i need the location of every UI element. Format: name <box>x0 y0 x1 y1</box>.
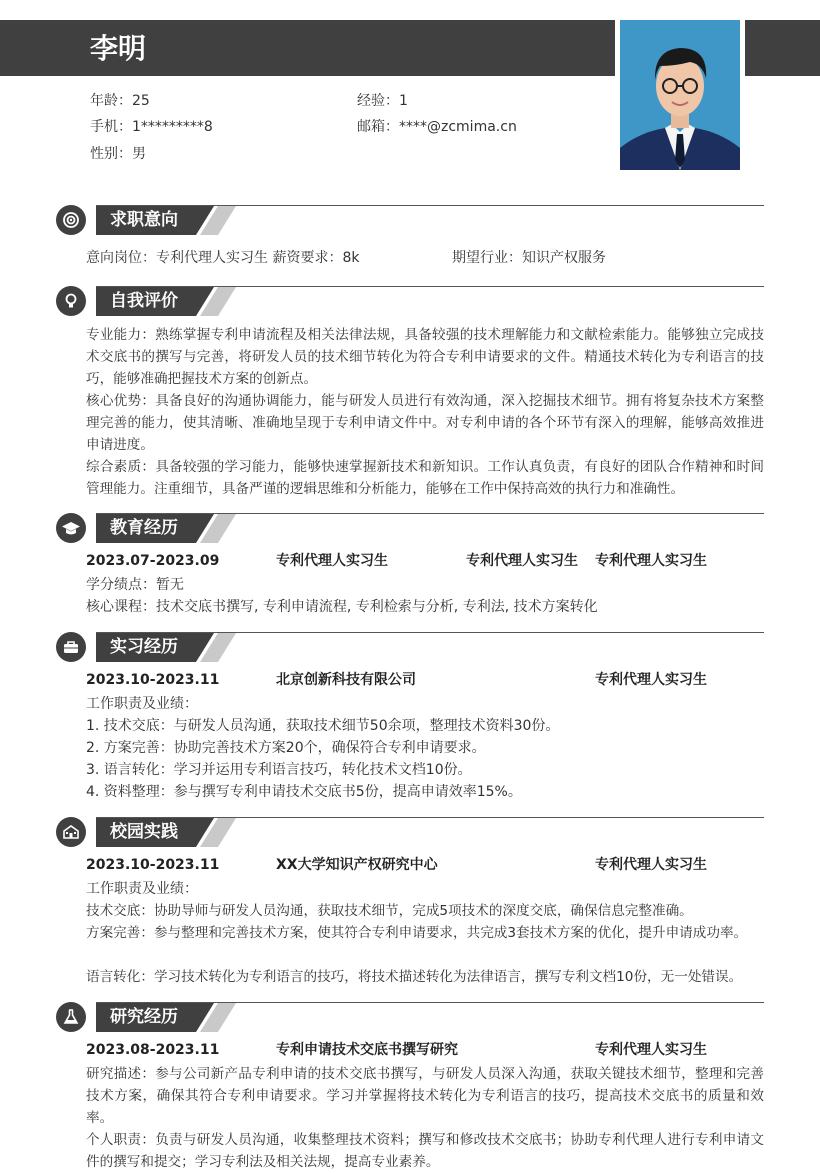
section-title: 实习经历 <box>110 637 178 657</box>
section-header-self-eval <box>96 287 236 316</box>
campus-item: 方案完善：参与整理和完善技术方案，使其符合专利申请要求，共完成3套技术方案的优化，提升申请成功率。 <box>86 925 748 941</box>
internship-item: 2. 方案完善：协助完善技术方案20个，确保符合专利申请要求。 <box>86 740 486 756</box>
section-title: 求职意向 <box>110 210 178 230</box>
research-description: 研究描述：参与公司新产品专利申请的技术交底书撰写，与研发人员深入沟通，获取关键技术细节，整理和完善技术方案，确保其符合专利申请要求。学习并掌握将技术转化为专利语言的技巧，提高技术交底书的质量和效率。 <box>86 1066 764 1126</box>
education-degree: 专利代理人实习生 <box>595 553 707 569</box>
education-gpa: 学分绩点：暂无 <box>86 577 184 593</box>
self-eval-professional: 专业能力：熟练掌握专利申请流程及相关法律法规，具备较强的技术理解能力和文献检索能力。能够独立完成技术交底书的撰写与完善，将研发人员的技术细节转化为符合专利申请要求的文件。精通技术转化为专利语言的技巧，能够准确把握技术方案的创新点。 <box>86 327 764 387</box>
briefcase-icon <box>56 632 86 662</box>
salary-label: 薪资要求： <box>272 250 343 266</box>
phone-value: 1*********8 <box>132 119 213 135</box>
campus-item: 语言转化：学习技术转化为专利语言的技巧，将技术描述转化为法律语言，撰写专利文档10份，无一处错误。 <box>86 969 743 985</box>
internship-role: 专利代理人实习生 <box>595 672 707 688</box>
section-header-research <box>96 1003 236 1032</box>
internship-date: 2023.10-2023.11 <box>86 672 220 688</box>
name-bar-right <box>745 20 820 76</box>
section-header-education <box>96 514 236 543</box>
gender-field <box>90 144 146 164</box>
candidate-name: 李明 <box>90 32 147 65</box>
position-value: 专利代理人实习生 <box>156 250 268 266</box>
gender-value: 男 <box>132 146 146 162</box>
section-title: 教育经历 <box>110 518 178 538</box>
section-header-intent <box>96 206 236 235</box>
research-duties: 个人职责：负责与研发人员沟通，收集整理技术资料；撰写和修改技术交底书；协助专利代理人进行专利申请文件的撰写和提交；学习专利法及相关法规，提高专业素养。 <box>86 1132 764 1170</box>
campus-org: XX大学知识产权研究中心 <box>276 857 438 873</box>
research-project: 专利申请技术交底书撰写研究 <box>276 1042 458 1058</box>
campus-item: 技术交底：协助导师与研发人员沟通，获取技术细节，完成5项技术的深度交底，确保信息完整准确。 <box>86 903 693 919</box>
internship-company: 北京创新科技有限公司 <box>276 672 416 688</box>
experience-field <box>357 91 408 111</box>
campus-intro: 工作职责及业绩： <box>86 881 198 897</box>
section-header-internship <box>96 633 236 662</box>
salary-value: 8k <box>342 250 360 266</box>
gender-label: 性别： <box>90 146 132 162</box>
profile-photo <box>620 20 740 170</box>
building-icon <box>56 817 86 847</box>
section-title: 自我评价 <box>110 291 178 311</box>
position-label: 意向岗位： <box>86 250 156 266</box>
industry-field <box>452 247 606 269</box>
experience-value: 1 <box>399 93 408 109</box>
email-value: ****@zcmima.cn <box>399 119 517 135</box>
education-school: 专利代理人实习生 <box>276 553 388 569</box>
lightbulb-icon <box>56 286 86 316</box>
target-icon <box>56 205 86 235</box>
internship-item: 4. 资料整理：参与撰写专利申请技术交底书5份，提高申请效率15%。 <box>86 784 522 800</box>
internship-item: 1. 技术交底：与研发人员沟通，获取技术细节50余项，整理技术资料30份。 <box>86 718 560 734</box>
campus-date: 2023.10-2023.11 <box>86 857 220 873</box>
flask-icon <box>56 1002 86 1032</box>
phone-field <box>90 117 213 137</box>
portrait-illustration <box>620 20 740 170</box>
self-eval-quality: 综合素质：具备较强的学习能力，能够快速掌握新技术和新知识。工作认真负责，有良好的团队合作精神和时间管理能力。注重细节，具备严谨的逻辑思维和分析能力，能够在工作中保持高效的执行力和准确性。 <box>86 459 764 497</box>
age-label: 年龄： <box>90 93 132 109</box>
age-field <box>90 91 150 111</box>
phone-label: 手机： <box>90 119 132 135</box>
email-label: 邮箱： <box>357 119 399 135</box>
internship-intro: 工作职责及业绩： <box>86 696 198 712</box>
campus-role: 专利代理人实习生 <box>595 857 707 873</box>
section-header-campus <box>96 818 236 847</box>
research-role: 专利代理人实习生 <box>595 1042 707 1058</box>
industry-label: 期望行业： <box>452 250 522 266</box>
education-courses: 核心课程：技术交底书撰写, 专利申请流程, 专利检索与分析, 专利法, 技术方案转化 <box>86 599 598 615</box>
email-field <box>357 117 517 137</box>
graduation-cap-icon <box>56 513 86 543</box>
experience-label: 经验： <box>357 93 399 109</box>
education-date: 2023.07-2023.09 <box>86 553 220 569</box>
education-major: 专利代理人实习生 <box>466 553 578 569</box>
research-date: 2023.08-2023.11 <box>86 1042 220 1058</box>
self-eval-strengths: 核心优势：具备良好的沟通协调能力，能与研发人员进行有效沟通，深入挖掘技术细节。拥有将复杂技术方案整理完善的能力，使其清晰、准确地呈现于专利申请文件中。对专利申请的各个环节有深入的理解，能够高效推进申请进度。 <box>86 393 764 453</box>
industry-value: 知识产权服务 <box>522 250 606 266</box>
section-title: 研究经历 <box>110 1007 178 1027</box>
section-title: 校园实践 <box>110 822 178 842</box>
internship-item: 3. 语言转化：学习并运用专利语言技巧，转化技术文档10份。 <box>86 762 472 778</box>
intent-line <box>86 247 764 269</box>
age-value: 25 <box>132 93 150 109</box>
